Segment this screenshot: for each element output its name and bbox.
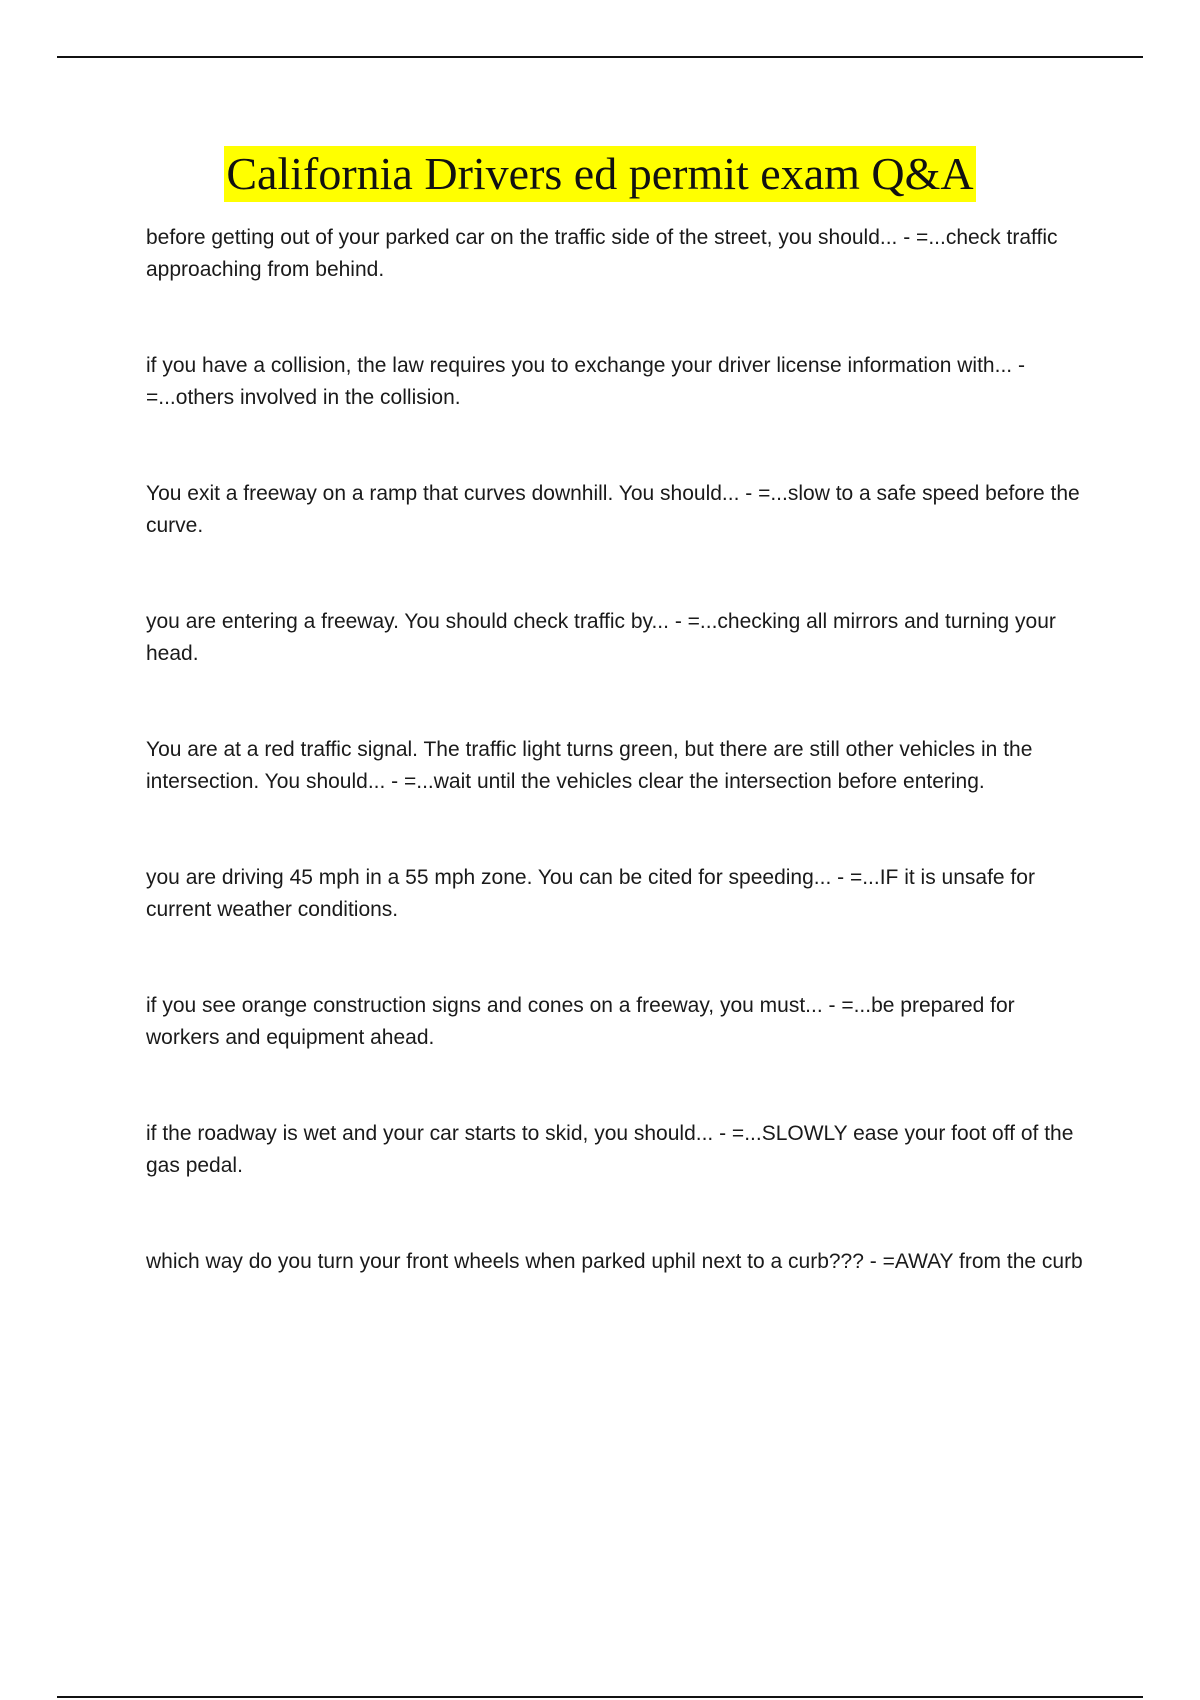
qa-item: if you have a collision, the law requires you to exchange your driver license information with... - =...others involved in the collision. <box>146 354 1025 409</box>
title-container <box>0 146 1200 202</box>
qa-item: you are entering a freeway. You should check traffic by... - =...checking all mirrors and turning your head. <box>146 610 1056 665</box>
footer-rule <box>57 1696 1143 1698</box>
qa-item: if you see orange construction signs and cones on a freeway, you must... - =...be prepared for workers and equipment ahead. <box>146 994 1015 1049</box>
qa-item: if the roadway is wet and your car starts to skid, you should... - =...SLOWLY ease your foot off of the gas pedal. <box>146 1122 1074 1177</box>
qa-item: You are at a red traffic signal. The traffic light turns green, but there are still other vehicles in the intersection. You should... - =...wait until the vehicles clear the intersection before entering. <box>146 738 1033 793</box>
page-title: California Drivers ed permit exam Q&A <box>224 146 975 202</box>
qa-list <box>146 222 1086 1342</box>
header-rule <box>57 56 1143 58</box>
qa-item: You exit a freeway on a ramp that curves downhill. You should... - =...slow to a safe speed before the curve. <box>146 482 1080 537</box>
qa-item: which way do you turn your front wheels when parked uphil next to a curb??? - =AWAY from the curb <box>146 1250 1083 1273</box>
qa-item: you are driving 45 mph in a 55 mph zone. You can be cited for speeding... - =...IF it is unsafe for current weather conditions. <box>146 866 1035 921</box>
qa-item: before getting out of your parked car on the traffic side of the street, you should... - =...check traffic approaching from behind. <box>146 226 1058 281</box>
